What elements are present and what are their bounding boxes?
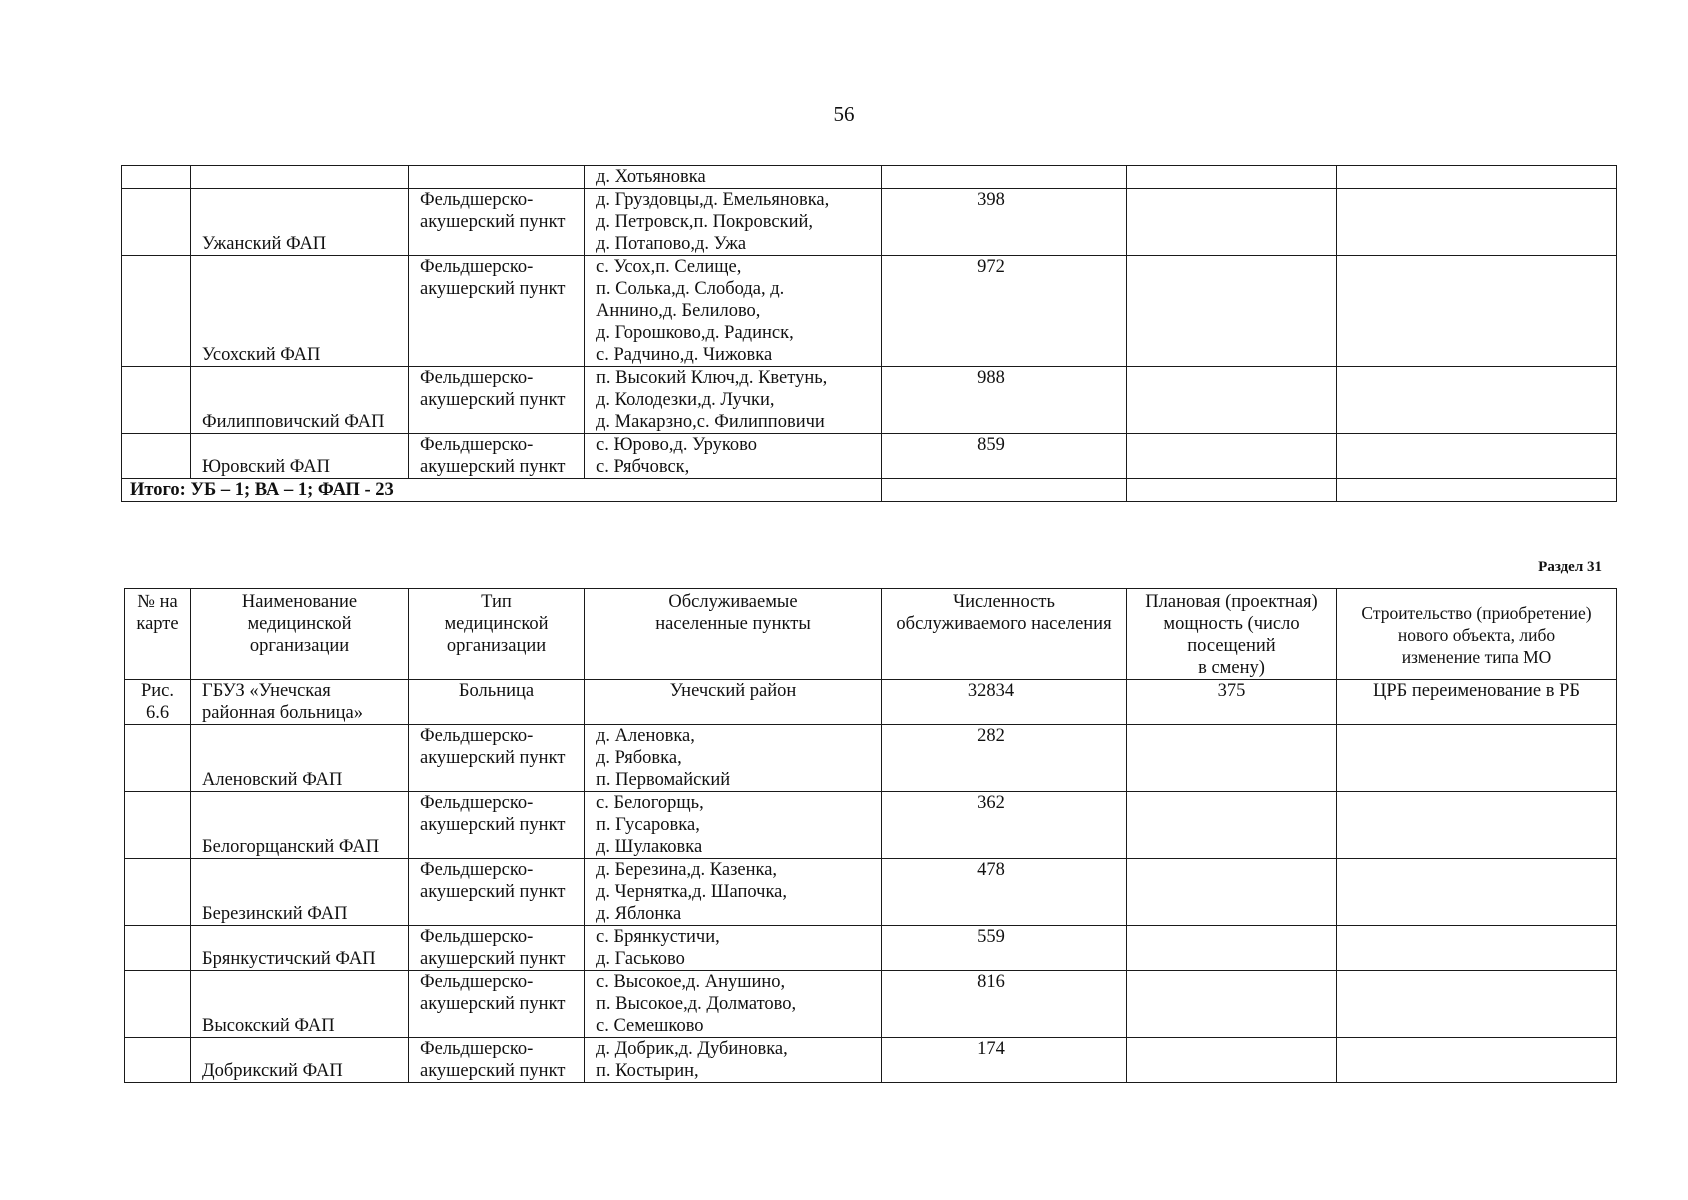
header-num: № на карте bbox=[125, 589, 191, 680]
cell-localities: с. Усох,п. Селище, п. Солька,д. Слобода, д. Аннино,д. Белилово, д. Горошково,д. Радинск, с. Радчино,д. Чижовка bbox=[585, 256, 882, 367]
section-label: Раздел 31 bbox=[1538, 559, 1602, 575]
cell-num bbox=[122, 256, 191, 367]
cell-population: 174 bbox=[882, 1038, 1127, 1083]
table-row bbox=[125, 1038, 1617, 1083]
bottom-table bbox=[124, 588, 1617, 1083]
page-number: 56 bbox=[833, 102, 855, 126]
cell-localities: д. Березина,д. Казенка, д. Чернятка,д. Шапочка, д. Яблонка bbox=[585, 859, 882, 926]
cell-name: Усохский ФАП bbox=[191, 256, 409, 367]
cell-name: Брянкустичский ФАП bbox=[191, 926, 409, 971]
cell-num bbox=[125, 926, 191, 971]
cell-construction: ЦРБ переименование в РБ bbox=[1337, 680, 1617, 725]
cell-construction bbox=[1337, 479, 1617, 502]
cell-type: Больница bbox=[409, 680, 585, 725]
cell-name: ГБУЗ «Унечская районная больница» bbox=[191, 680, 409, 725]
cell-population: 362 bbox=[882, 792, 1127, 859]
cell-construction bbox=[1337, 367, 1617, 434]
cell-name: Белогорщанский ФАП bbox=[191, 792, 409, 859]
cell-name: Высокский ФАП bbox=[191, 971, 409, 1038]
cell-name: Юровский ФАП bbox=[191, 434, 409, 479]
cell-construction bbox=[1337, 189, 1617, 256]
cell-capacity bbox=[1127, 971, 1337, 1038]
cell-num bbox=[125, 1038, 191, 1083]
table-row bbox=[122, 256, 1617, 367]
header-construction: Строительство (приобретение) нового объекта, либо изменение типа МО bbox=[1337, 589, 1617, 680]
cell-capacity bbox=[1127, 1038, 1337, 1083]
cell-num bbox=[122, 434, 191, 479]
hospital-row bbox=[125, 680, 1617, 725]
total-label: Итого: УБ – 1; ВА – 1; ФАП - 23 bbox=[122, 479, 882, 502]
cell-capacity bbox=[1127, 166, 1337, 189]
cell-construction bbox=[1337, 859, 1617, 926]
cell-capacity bbox=[1127, 725, 1337, 792]
cell-population bbox=[882, 166, 1127, 189]
cell-capacity bbox=[1127, 367, 1337, 434]
cell-capacity bbox=[1127, 189, 1337, 256]
cell-localities: Унечский район bbox=[585, 680, 882, 725]
cell-capacity: 375 bbox=[1127, 680, 1337, 725]
header-name: Наименование медицинской организации bbox=[191, 589, 409, 680]
cell-construction bbox=[1337, 256, 1617, 367]
cell-type bbox=[409, 166, 585, 189]
cell-name: Филипповичский ФАП bbox=[191, 367, 409, 434]
cell-name: Аленовский ФАП bbox=[191, 725, 409, 792]
cell-num bbox=[122, 166, 191, 189]
cell-construction bbox=[1337, 725, 1617, 792]
header-row bbox=[125, 589, 1617, 680]
cell-population: 972 bbox=[882, 256, 1127, 367]
table-row bbox=[122, 189, 1617, 256]
cell-num bbox=[125, 792, 191, 859]
cell-localities: д. Хотьяновка bbox=[585, 166, 882, 189]
cell-num bbox=[125, 859, 191, 926]
header-type: Тип медицинской организации bbox=[409, 589, 585, 680]
cell-type: Фельдшерско- акушерский пункт bbox=[409, 367, 585, 434]
cell-population: 988 bbox=[882, 367, 1127, 434]
cell-capacity bbox=[1127, 792, 1337, 859]
table-row bbox=[125, 792, 1617, 859]
cell-construction bbox=[1337, 166, 1617, 189]
cell-population: 559 bbox=[882, 926, 1127, 971]
cell-population: 478 bbox=[882, 859, 1127, 926]
cell-type: Фельдшерско- акушерский пункт bbox=[409, 859, 585, 926]
cell-capacity bbox=[1127, 859, 1337, 926]
cell-capacity bbox=[1127, 256, 1337, 367]
cell-population: 32834 bbox=[882, 680, 1127, 725]
cell-num bbox=[122, 189, 191, 256]
cell-type: Фельдшерско- акушерский пункт bbox=[409, 792, 585, 859]
cell-type: Фельдшерско- акушерский пункт bbox=[409, 256, 585, 367]
cell-type: Фельдшерско- акушерский пункт bbox=[409, 725, 585, 792]
cell-construction bbox=[1337, 926, 1617, 971]
cell-population: 859 bbox=[882, 434, 1127, 479]
cell-localities: д. Груздовцы,д. Емельяновка, д. Петровск,п. Покровский, д. Потапово,д. Ужа bbox=[585, 189, 882, 256]
cell-localities: д. Аленовка, д. Рябовка, п. Первомайский bbox=[585, 725, 882, 792]
cell-name: Добрикский ФАП bbox=[191, 1038, 409, 1083]
cell-num: Рис. 6.6 bbox=[125, 680, 191, 725]
cell-construction bbox=[1337, 1038, 1617, 1083]
cell-localities: п. Высокий Ключ,д. Кветунь, д. Колодезки,д. Лучки, д. Макарзно,с. Филипповичи bbox=[585, 367, 882, 434]
table-row bbox=[125, 971, 1617, 1038]
cell-type: Фельдшерско- акушерский пункт bbox=[409, 434, 585, 479]
header-capacity: Плановая (проектная) мощность (число посещений в смену) bbox=[1127, 589, 1337, 680]
table-row bbox=[125, 725, 1617, 792]
cell-capacity bbox=[1127, 434, 1337, 479]
table-row bbox=[125, 926, 1617, 971]
cell-type: Фельдшерско- акушерский пункт bbox=[409, 926, 585, 971]
cell-localities: с. Брянкустичи, д. Гаськово bbox=[585, 926, 882, 971]
table-row bbox=[122, 166, 1617, 189]
cell-localities: с. Юрово,д. Уруково с. Рябчовск, bbox=[585, 434, 882, 479]
cell-num bbox=[125, 971, 191, 1038]
cell-construction bbox=[1337, 971, 1617, 1038]
cell-type: Фельдшерско- акушерский пункт bbox=[409, 971, 585, 1038]
cell-type: Фельдшерско- акушерский пункт bbox=[409, 1038, 585, 1083]
cell-num bbox=[122, 367, 191, 434]
cell-localities: с. Высокое,д. Анушино, п. Высокое,д. Долматово, с. Семешково bbox=[585, 971, 882, 1038]
cell-num bbox=[125, 725, 191, 792]
cell-name: Березинский ФАП bbox=[191, 859, 409, 926]
cell-construction bbox=[1337, 792, 1617, 859]
cell-population bbox=[882, 479, 1127, 502]
top-table bbox=[121, 165, 1617, 502]
cell-population: 816 bbox=[882, 971, 1127, 1038]
cell-name: Ужанский ФАП bbox=[191, 189, 409, 256]
table-row bbox=[125, 859, 1617, 926]
cell-capacity bbox=[1127, 479, 1337, 502]
cell-population: 398 bbox=[882, 189, 1127, 256]
table-row bbox=[122, 367, 1617, 434]
cell-capacity bbox=[1127, 926, 1337, 971]
cell-construction bbox=[1337, 434, 1617, 479]
header-localities: Обслуживаемые населенные пункты bbox=[585, 589, 882, 680]
total-row bbox=[122, 479, 1617, 502]
cell-name bbox=[191, 166, 409, 189]
table-row bbox=[122, 434, 1617, 479]
cell-type: Фельдшерско- акушерский пункт bbox=[409, 189, 585, 256]
cell-localities: д. Добрик,д. Дубиновка, п. Костырин, bbox=[585, 1038, 882, 1083]
header-population: Численность обслуживаемого населения bbox=[882, 589, 1127, 680]
cell-localities: с. Белогорщь, п. Гусаровка, д. Шулаковка bbox=[585, 792, 882, 859]
cell-population: 282 bbox=[882, 725, 1127, 792]
